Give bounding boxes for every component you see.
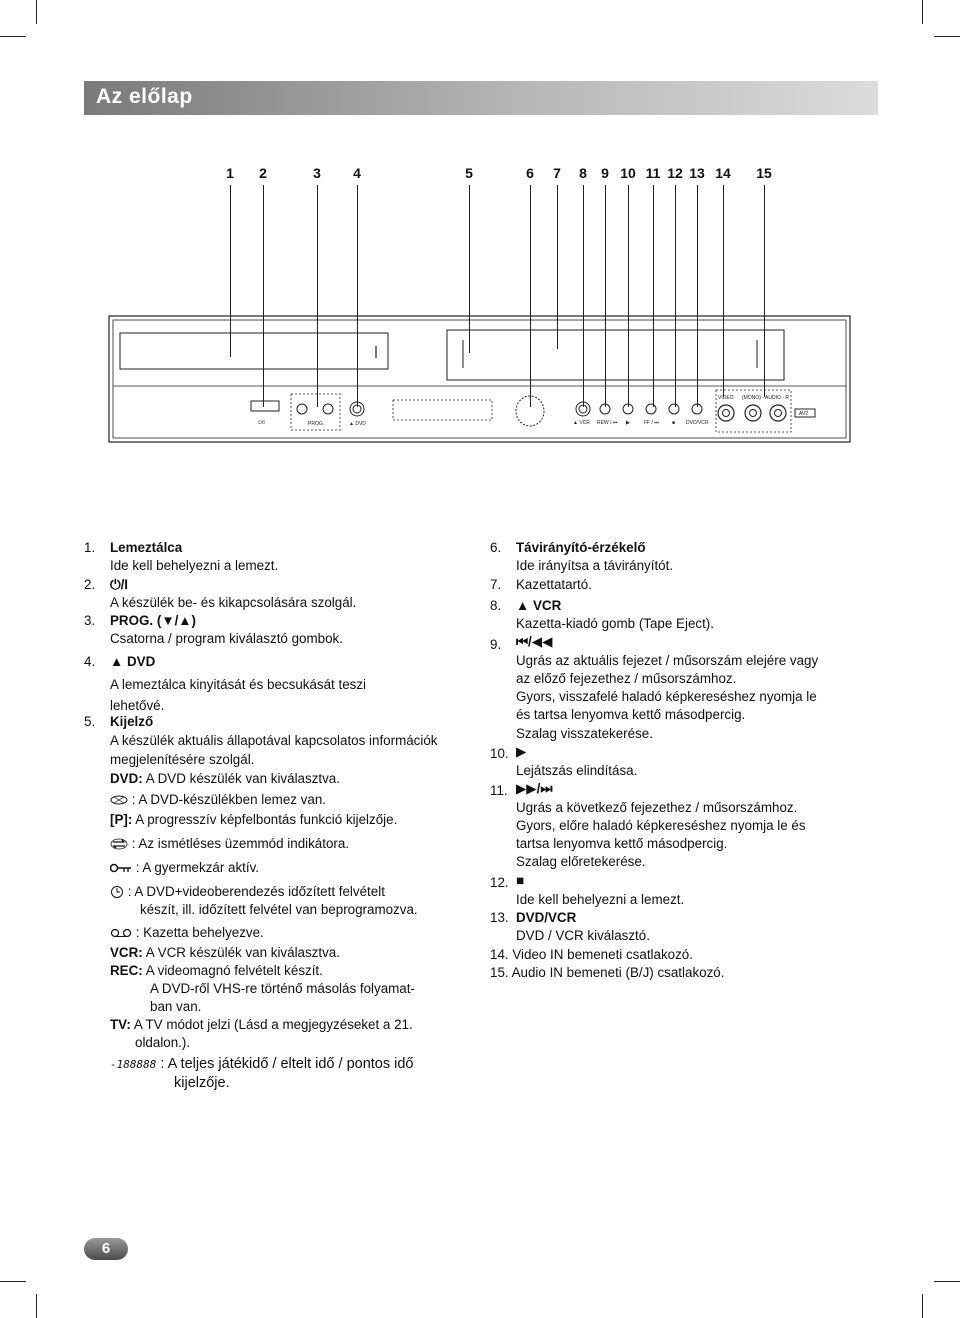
item-desc: A lemeztálca kinyitását és becsukását teszi	[110, 677, 367, 692]
cassette-holder	[447, 330, 784, 380]
device-body	[109, 316, 850, 442]
left-column	[84, 539, 484, 1099]
item-title: Kazettatartó.	[516, 577, 592, 592]
item-title: PROG. (▼/▲)	[110, 613, 197, 628]
callout-10: 10	[620, 165, 636, 181]
item-desc: lehetővé.	[110, 698, 165, 713]
callout-4: 4	[353, 165, 361, 181]
callout-15: 15	[756, 165, 772, 181]
lock-text: : A gyermekzár aktív.	[135, 860, 260, 875]
callout-6: 6	[526, 165, 534, 181]
tv-key: TV:	[110, 1017, 131, 1032]
item-number: 12.	[490, 875, 509, 890]
item-desc: Csatorna / program kiválasztó gombok.	[110, 631, 343, 646]
item-title: Kijelző	[110, 714, 154, 729]
power-label: ⏻/I	[258, 420, 265, 426]
play-label: ▶	[626, 420, 630, 426]
page-number: 6	[101, 1240, 111, 1257]
p-key: [P]:	[110, 812, 133, 827]
item-number: 7.	[490, 577, 502, 592]
power-button	[251, 401, 279, 411]
item-title: ▲ VCR	[516, 598, 562, 613]
rew-label: REW / ⏮	[597, 420, 618, 426]
callout-3: 3	[313, 165, 321, 181]
vcr-text: A VCR készülék van kiválasztva.	[145, 945, 340, 960]
item-desc: Lejátszás elindítása.	[516, 763, 638, 778]
time-text-2: kijelzője.	[174, 1075, 230, 1091]
tape-icon	[110, 928, 132, 938]
repeat-text: : Az ismétléses üzemmód indikátora.	[131, 836, 350, 851]
crop-mark	[934, 1281, 960, 1282]
remote-sensor	[516, 396, 544, 426]
callout-1: 1	[226, 165, 234, 181]
item-title: ■	[516, 873, 525, 888]
item-desc: Ugrás az aktuális fejezet / műsorszám elejére vagy	[516, 653, 819, 668]
timer-text-1: : A DVD+videoberendezés időzített felvételt	[127, 884, 385, 899]
item-desc: A készülék aktuális állapotával kapcsolatos információk	[110, 733, 438, 748]
callout-8: 8	[579, 165, 587, 181]
stop-label: ■	[672, 420, 676, 426]
callout-9: 9	[601, 165, 609, 181]
item-14: 14. Video IN bemeneti csatlakozó.	[490, 947, 693, 962]
item-title: ▲ DVD	[110, 654, 156, 669]
item-number: 9.	[490, 637, 502, 652]
time-display-glyph: -188888	[110, 1058, 157, 1071]
timer-icon	[110, 885, 124, 899]
dvd-key: DVD:	[110, 771, 143, 786]
item-title: Távirányító-érzékelő	[516, 540, 646, 555]
crop-mark	[0, 1281, 26, 1282]
vcr-key: VCR:	[110, 945, 143, 960]
time-text-1: : A teljes játékidő / eltelt idő / pontos idő	[160, 1056, 414, 1072]
item-title: ▶	[516, 744, 527, 759]
item-desc: Ide irányítsa a távirányítót.	[516, 558, 674, 573]
crop-mark	[36, 1294, 37, 1318]
callout-12: 12	[667, 165, 683, 181]
timer-text-2: készít, ill. időzített felvétel van beprogramozva.	[140, 902, 418, 917]
item-desc: Ugrás a következő fejezethez / műsorszámhoz.	[516, 800, 798, 815]
item-number: 8.	[490, 598, 502, 613]
item-title: DVD/VCR	[516, 910, 577, 925]
right-column	[490, 539, 890, 989]
rec-key: REC:	[110, 963, 143, 978]
item-desc: és tartsa lenyomva kettő másodpercig.	[516, 707, 746, 722]
item-desc: Gyors, előre haladó képkereséshez nyomja le és	[516, 818, 806, 833]
item-number: 13.	[490, 910, 509, 925]
tv-text: A TV módot jelzi (Lásd a megjegyzéseket a 21.	[133, 1017, 413, 1032]
item-15: 15. Audio IN bemeneti (B/J) csatlakozó.	[490, 965, 725, 980]
rec-text-3: ban van.	[150, 999, 202, 1014]
prog-label: PROG.	[308, 421, 325, 427]
item-desc: tartsa lenyomva kettő másodpercig.	[516, 836, 728, 851]
dvd-vcr-label: DVD/VCR	[686, 420, 709, 426]
item-title: ⏮/◀◀	[516, 634, 553, 649]
p-text: A progresszív képfelbontás funkció kijelzője.	[135, 812, 398, 827]
item-desc: A készülék be- és kikapcsolására szolgál.	[110, 595, 357, 610]
audio-label: (MONO) - AUDIO - R	[742, 395, 789, 401]
rec-text: A videomagnó felvételt készít.	[145, 963, 323, 978]
lock-icon	[110, 863, 132, 873]
item-number: 6.	[490, 540, 502, 555]
vcr-eject-label: ▲ VCR	[573, 420, 590, 426]
callout-13: 13	[689, 165, 705, 181]
item-number: 4.	[84, 654, 96, 669]
repeat-icon	[110, 838, 128, 850]
item-number: 1.	[84, 540, 96, 555]
item-number: 2.	[84, 577, 96, 592]
display-window	[393, 400, 492, 420]
callout-7: 7	[553, 165, 561, 181]
item-desc: Ide kell behelyezni a lemezt.	[516, 892, 685, 907]
tv-text-2: oldalon.).	[135, 1035, 191, 1050]
dvd-text: A DVD készülék van kiválasztva.	[145, 771, 340, 786]
rec-text-2: A DVD-ről VHS-re történő másolás folyamat-	[150, 981, 415, 996]
page-title: Az előlap	[96, 85, 193, 108]
item-title: ▶▶/⏭	[516, 781, 553, 796]
item-number: 10.	[490, 746, 509, 761]
item-desc: Ide kell behelyezni a lemezt.	[110, 558, 279, 573]
av2-label: AV2	[799, 411, 809, 417]
item-desc: az előző fejezethez / műsorszámhoz.	[516, 671, 737, 686]
item-title: ⏻/I	[110, 577, 129, 592]
item-desc: Szalag előretekerése.	[516, 854, 646, 869]
ff-label: FF / ⏭	[644, 420, 659, 426]
item-desc: Gyors, visszafelé haladó képkereséshez nyomja le	[516, 689, 817, 704]
item-desc: Kazetta-kiadó gomb (Tape Eject).	[516, 616, 714, 631]
page-number-badge	[84, 1238, 128, 1260]
item-title: Lemeztálca	[110, 540, 183, 555]
front-panel-drawing	[0, 0, 960, 500]
video-label: VIDEO	[718, 395, 734, 401]
tape-text: : Kazetta behelyezve.	[135, 925, 264, 940]
item-number: 11.	[490, 783, 508, 798]
callout-5: 5	[465, 165, 473, 181]
item-desc: DVD / VCR kiválasztó.	[516, 928, 650, 943]
item-desc: Szalag visszatekerése.	[516, 726, 653, 741]
disc-text: : A DVD-készülékben lemez van.	[131, 792, 326, 807]
item-number: 3.	[84, 613, 96, 628]
disc-icon	[110, 795, 128, 805]
crop-mark	[922, 1294, 923, 1318]
callout-11: 11	[645, 165, 661, 181]
dvd-eject-label: ▲ DVD	[349, 421, 366, 427]
callout-2: 2	[259, 165, 267, 181]
item-desc: megjelenítésére szolgál.	[110, 752, 255, 767]
item-number: 5.	[84, 714, 96, 729]
callout-14: 14	[715, 165, 731, 181]
disc-tray	[120, 333, 388, 369]
